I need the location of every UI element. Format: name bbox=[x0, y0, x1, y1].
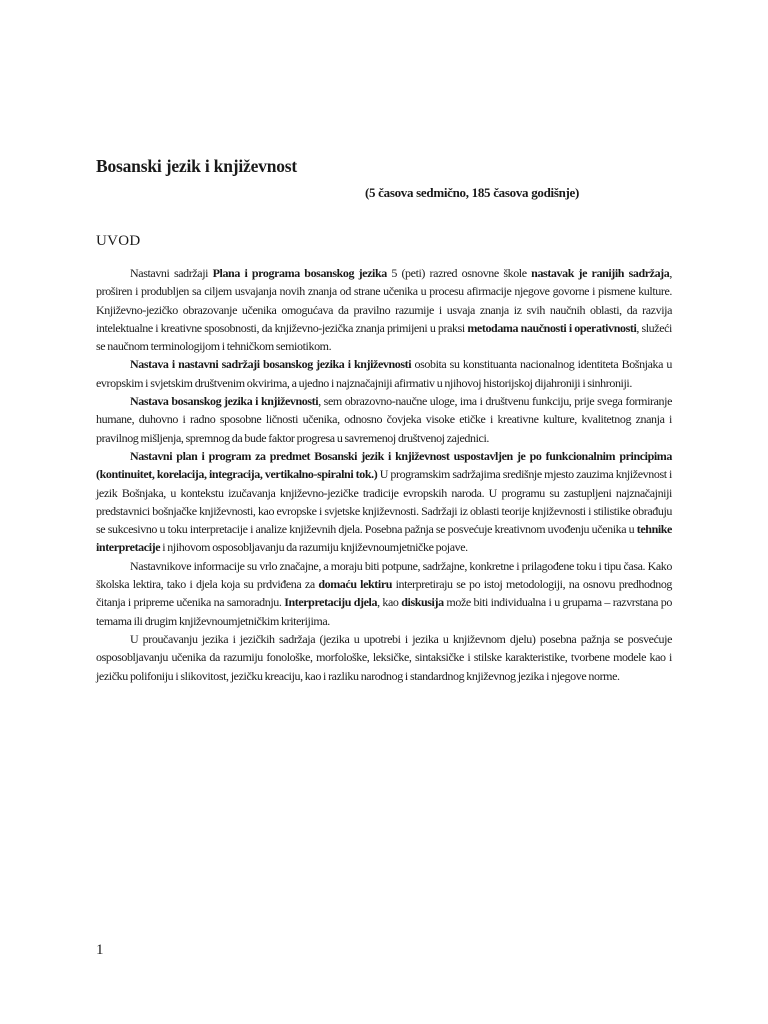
text-run: , proširen i produbljen sa ciljem usvajanja novih znanja od strane učenika u procesu afirmacije njegove govorne i pismene kulture. Književno-jezičko obrazovanje učenika omogućava da pravilno razumije i usvaja znanja iz svih naučnih oblasti, da razvija intelektualne i kreativne sposobnosti, da književno-jezička znanja primijeni u praksi bbox=[96, 266, 672, 335]
bold-text: Plana i programa bosanskog jezika bbox=[212, 266, 387, 280]
page-number: 1 bbox=[96, 942, 104, 958]
text-run: , služeći se naučnom terminologijom i tehničkom semiotikom. bbox=[96, 320, 672, 354]
bold-text: Nastava bosanskog jezika i književnosti bbox=[130, 394, 319, 409]
text-run: U programskim sadržajima središnje mjesto zauzima književnost i jezik Bošnjaka, u kontekstu izučavanja književno-jezičke tradicije evropskih naroda. U programu su zastupljeni najznačajniji predstavnici bošnjačke književnosti, kao evropske i svjetske književnosti. Sadržaji iz oblasti teorije književnosti i stilistike obrađuju se sukcesivno u toku interpretacije i analize književnih djela. Posebna pažnja se posvećuje kreativnom uvođenju učenika u bbox=[96, 467, 672, 537]
body-paragraph bbox=[96, 447, 672, 557]
document-title: Bosanski jezik i književnost bbox=[96, 156, 298, 176]
body-paragraph bbox=[96, 392, 672, 447]
text-run: i njihovom osposobljavanju da razumiju književnoumjetničke pojave. bbox=[160, 540, 468, 555]
text-run: Nastavnikove informacije su vrlo značajne, a moraju biti potpune, sadržajne, konkretne i prilagođene toku i tipu časa. Kako školska lektira, tako i djela koja su prdviđena za bbox=[96, 558, 672, 592]
text-run: osobita su konstituanta nacionalnog identiteta Bošnjaka u evropskim i svjetskim društvenim okvirima, a ujedno i najznačajniji afirmativ u njihovoj historijskoj dijahroniji i sinhroniji. bbox=[96, 357, 672, 390]
text-run: 5 (peti) razred osnovne škole bbox=[386, 266, 532, 280]
text-run: , kao bbox=[377, 595, 402, 610]
text-run: Nastavni sadržaji bbox=[130, 266, 213, 280]
bold-text: Interpretaciju djela bbox=[284, 595, 378, 610]
bold-text: Nastavni plan i program za predmet Bosanski jezik i književnost uspostavljen je po funkcionalnim principima (kontinuitet, korelacija, integracija, vertikalno-spiralni tok.) bbox=[96, 448, 672, 482]
bold-text: nastavak je ranijih sadržaja bbox=[531, 266, 670, 280]
text-run: može biti individualna i u grupama – razvrstana po temama ili drugim književnoumjetničkim kriterijima. bbox=[96, 595, 672, 628]
text-run: , sem obrazovno-naučne uloge, ima i društvenu funkciju, prije svega formiranje humane, duhovno i radno sposobne ličnosti učenika, odnosno čovjeka visoke etičke i kreativne kulture, kvalitetnog znanja i pravilnog mišljenja, spremnog da bude faktor progresa u savremenoj društvenoj zajednici. bbox=[96, 394, 672, 445]
body-paragraph bbox=[96, 557, 672, 630]
body-paragraph bbox=[96, 630, 672, 685]
bold-text: tehnike interpretacije bbox=[96, 522, 672, 555]
body-paragraph bbox=[96, 355, 672, 392]
document-body bbox=[96, 264, 672, 685]
section-heading: UVOD bbox=[96, 233, 141, 249]
text-run: interpretiraju se po istoj metodologiji, na osnovu predhodnog čitanja i pripreme učenika na samoradnju. bbox=[96, 577, 673, 610]
bold-text: diskusija bbox=[401, 595, 444, 610]
document-subtitle: (5 časova sedmično, 185 časova godišnje) bbox=[365, 185, 580, 200]
body-paragraph bbox=[96, 264, 672, 355]
text-run: U proučavanju jezika i jezičkih sadržaja (jezika u upotrebi i jezika u književnom djelu) posebna pažnja se posvećuje osposobljavanju učenika da razumiju fonološke, morfološke, leksičke, sintaksičke i stilske karakteristike, tvorbene modele kao i jezičku polifoniju i slikovitost, jezičku kreaciju, kao i razliku narodnog i standardnog književnog jezika i njegove norme. bbox=[96, 631, 672, 683]
bold-text: domaću lektiru bbox=[318, 577, 393, 592]
bold-text: Nastava i nastavni sadržaji bosanskog jezika i književnosti bbox=[130, 357, 412, 372]
bold-text: metodama naučnosti i operativnosti bbox=[467, 320, 637, 335]
